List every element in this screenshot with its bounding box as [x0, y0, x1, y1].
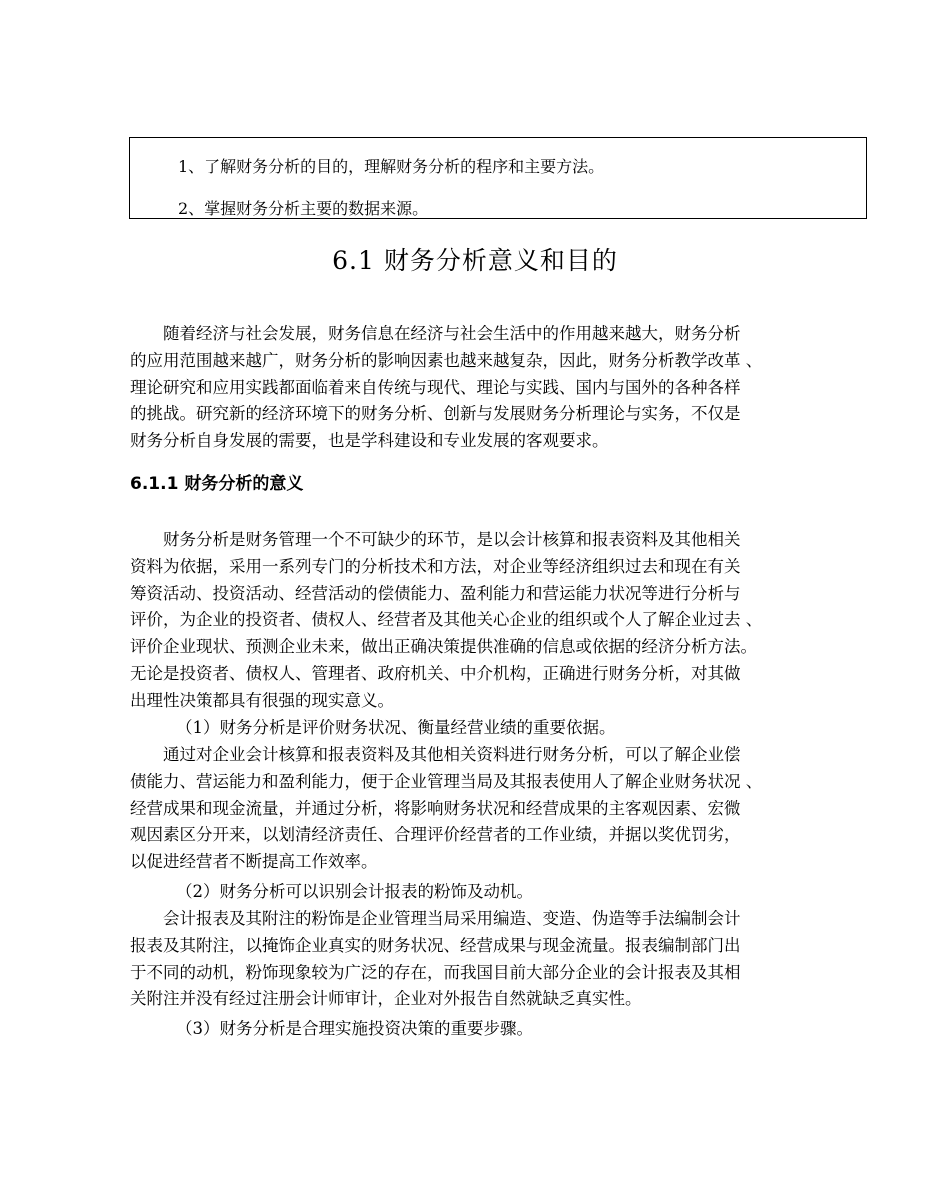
paragraph-line: 理论研究和应用实践都面临着来自传统与现代、理论与实践、国内与国外的各种各样: [130, 377, 741, 397]
paragraph-line: 财务分析是财务管理一个不可缺少的环节，是以会计核算和报表资料及其他相关: [163, 530, 741, 549]
paragraph-line: 财务分析自身发展的需要，也是学科建设和专业发展的客观要求。: [130, 431, 609, 451]
subsection-title: 6.1.1 财务分析的意义: [130, 474, 304, 494]
paragraph-line: 债能力、营运能力和盈利能力，便于企业管理当局及其报表使用人了解企业财务状况 、: [130, 771, 763, 791]
objective-item: 2、掌握财务分析主要的数据来源。: [178, 199, 429, 218]
paragraph-line: 报表及其附注，以掩饰企业真实的财务状况、经营成果与现金流量。报表编制部门出: [130, 935, 741, 955]
point-2-title: （2）财务分析可以识别会计报表的粉饰及动机。: [176, 882, 533, 901]
paragraph-line: 出理性决策都具有很强的现实意义。: [130, 690, 394, 710]
learning-objectives-box: [129, 137, 867, 219]
paragraph-line: 资料为依据，采用一系列专门的分析技术和方法，对企业等经济组织过去和现在有关: [130, 556, 741, 576]
paragraph-line: 会计报表及其附注的粉饰是企业管理当局采用编造、变造、伪造等手法编制会计: [163, 909, 741, 928]
section-title: 6.1 财务分析意义和目的: [332, 246, 618, 275]
paragraph-line: 通过对企业会计核算和报表资料及其他相关资料进行财务分析，可以了解企业偿: [163, 745, 741, 764]
paragraph-line: 的应用范围越来越广，财务分析的影响因素也越来越复杂，因此，财务分析教学改革 、: [130, 350, 763, 370]
meaning-paragraph: [130, 527, 850, 715]
objective-item: 1、了解财务分析的目的，理解财务分析的程序和主要方法。: [178, 157, 605, 176]
paragraph-line: 观因素区分开来，以划清经济责任、合理评价经营者的工作业绩，并据以奖优罚劣，: [130, 825, 741, 845]
paragraph-line: 的挑战。研究新的经济环境下的财务分析、创新与发展财务分析理论与实务，不仅是: [130, 404, 741, 424]
point-2-paragraph: [130, 906, 850, 1013]
intro-paragraph: [130, 321, 850, 455]
paragraph-line: 无论是投资者、债权人、管理者、政府机关、中介机构，正确进行财务分析，对其做: [130, 663, 741, 683]
paragraph-line: 筹资活动、投资活动、经营活动的偿债能力、盈利能力和营运能力状况等进行分析与: [130, 583, 741, 603]
point-1-title: （1）财务分析是评价财务状况、衡量经营业绩的重要依据。: [176, 718, 616, 737]
paragraph-line: 评价企业现状、预测企业未来，做出正确决策提供准确的信息或依据的经济分析方法。: [130, 637, 757, 657]
paragraph-line: 于不同的动机，粉饰现象较为广泛的存在，而我国目前大部分企业的会计报表及其相: [130, 962, 741, 982]
paragraph-line: 关附注并没有经过注册会计师审计，企业对外报告自然就缺乏真实性。: [130, 989, 642, 1009]
paragraph-line: 以促进经营者不断提高工作效率。: [130, 852, 378, 872]
paragraph-line: 随着经济与社会发展，财务信息在经济与社会生活中的作用越来越大，财务分析: [163, 324, 741, 343]
point-1-paragraph: [130, 742, 850, 876]
paragraph-line: 经营成果和现金流量，并通过分析，将影响财务状况和经营成果的主客观因素、宏微: [130, 798, 741, 818]
point-3-title: （3）财务分析是合理实施投资决策的重要步骤。: [176, 1019, 533, 1038]
paragraph-line: 评价，为企业的投资者、债权人、经营者及其他关心企业的组织或个人了解企业过去 、: [130, 610, 763, 630]
